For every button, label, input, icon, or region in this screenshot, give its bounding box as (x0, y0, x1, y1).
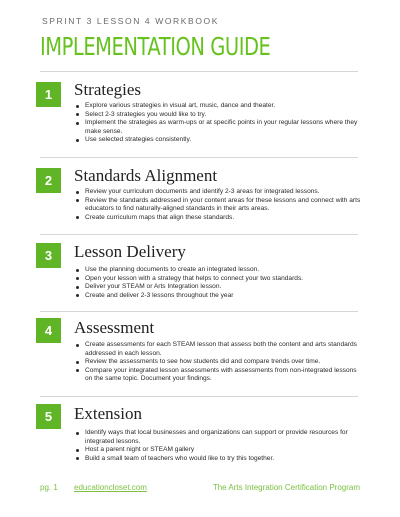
list-item (76, 341, 362, 358)
list-item-text: Open your lesson with a strategy that helps to connect your two standards. (85, 274, 304, 282)
section-heading: Lesson Delivery (74, 242, 186, 261)
section-divider (40, 311, 358, 312)
bullet-icon (76, 286, 79, 289)
section-number-badge: 1 (36, 82, 61, 107)
list-item-text: Build a small team of teachers who would like to try this together. (85, 454, 275, 462)
bullet-list (76, 429, 362, 463)
workbook-eyebrow: SPRINT 3 LESSON 4 WORKBOOK (42, 16, 220, 26)
bullet-icon (76, 344, 79, 347)
list-item-text: Review the standards addressed in your content areas for these lessons and connect with arts educators to find naturally-aligned standards in their arts areas. (85, 196, 361, 212)
list-item (76, 197, 362, 214)
list-item-text: Deliver your STEAM or Arts Integration lesson. (85, 283, 222, 290)
bullet-icon (76, 113, 79, 116)
bullet-list (76, 102, 362, 145)
bullet-icon (76, 191, 79, 194)
bullet-icon (76, 105, 79, 108)
list-item (76, 266, 362, 275)
section-divider (40, 157, 358, 158)
bullet-icon (76, 122, 79, 125)
list-item (76, 111, 362, 120)
section-divider (40, 71, 358, 72)
bullet-icon (76, 369, 79, 372)
list-item-text: Create assessments for each STEAM lesson that assess both the content and arts standards addressed in each lesson. (85, 341, 357, 357)
bullet-list (76, 188, 362, 222)
list-item-text: Identify ways that local businesses and organizations can support or provide resources for integrated lessons. (85, 429, 348, 445)
list-item-text: Create curriculum maps that align these standards. (85, 213, 235, 221)
list-item-text: Review the assessments to see how students did and compare trends over time. (85, 358, 321, 365)
list-item-text: Review your curriculum documents and identify 2-3 areas for integrated lessons. (85, 188, 320, 195)
list-item (76, 283, 362, 292)
bullet-icon (76, 432, 79, 435)
list-item-text: Create and deliver 2-3 lessons throughout the year (85, 291, 234, 299)
section-heading: Extension (74, 404, 142, 423)
bullet-icon (76, 449, 79, 452)
bullet-icon (76, 216, 79, 219)
list-item (76, 119, 362, 136)
list-item (76, 446, 362, 455)
section-number-badge: 4 (36, 318, 61, 343)
website-link[interactable]: educationcloset.com (74, 483, 147, 492)
list-item (76, 102, 362, 111)
page-number: pg. 1 (40, 483, 58, 492)
section-divider (40, 396, 358, 397)
bullet-icon (76, 457, 79, 460)
list-item (76, 188, 362, 197)
bullet-icon (76, 199, 79, 202)
page-title: IMPLEMENTATION GUIDE (40, 32, 271, 61)
bullet-icon (76, 269, 79, 272)
list-item-text: Host a parent night or STEAM gallery (85, 446, 195, 453)
list-item-text: Implement the strategies as warm-ups or at specific points in your regular lessons where they make sense. (85, 119, 358, 135)
section-number-badge: 5 (36, 404, 61, 429)
section-heading: Strategies (74, 80, 142, 99)
list-item (76, 136, 362, 145)
bullet-icon (76, 139, 79, 142)
bullet-icon (76, 294, 79, 297)
list-item (76, 367, 362, 384)
list-item (76, 358, 362, 367)
list-item (76, 275, 362, 284)
list-item-text: Use the planning documents to create an integrated lesson. (85, 266, 260, 273)
program-name: The Arts Integration Certification Program (212, 483, 360, 492)
bullet-list (76, 341, 362, 384)
list-item-text: Select 2-3 strategies you would like to try. (85, 110, 207, 118)
list-item (76, 455, 362, 464)
list-item-text: Explore various strategies in visual art, music, dance and theater. (85, 102, 276, 109)
section-divider (40, 234, 358, 235)
bullet-list (76, 266, 362, 300)
list-item (76, 429, 362, 446)
bullet-icon (76, 277, 79, 280)
section-number-badge: 3 (36, 243, 61, 268)
section-heading: Assessment (74, 318, 155, 337)
section-heading: Standards Alignment (74, 166, 218, 185)
list-item-text: Compare your integrated lesson assessments with assessments from non-integrated lessons on the same topic. Document your findings. (85, 366, 357, 382)
section-number-badge: 2 (36, 168, 61, 193)
list-item-text: Use selected strategies consistently. (85, 136, 192, 143)
bullet-icon (76, 361, 79, 364)
list-item (76, 214, 362, 223)
list-item (76, 292, 362, 301)
